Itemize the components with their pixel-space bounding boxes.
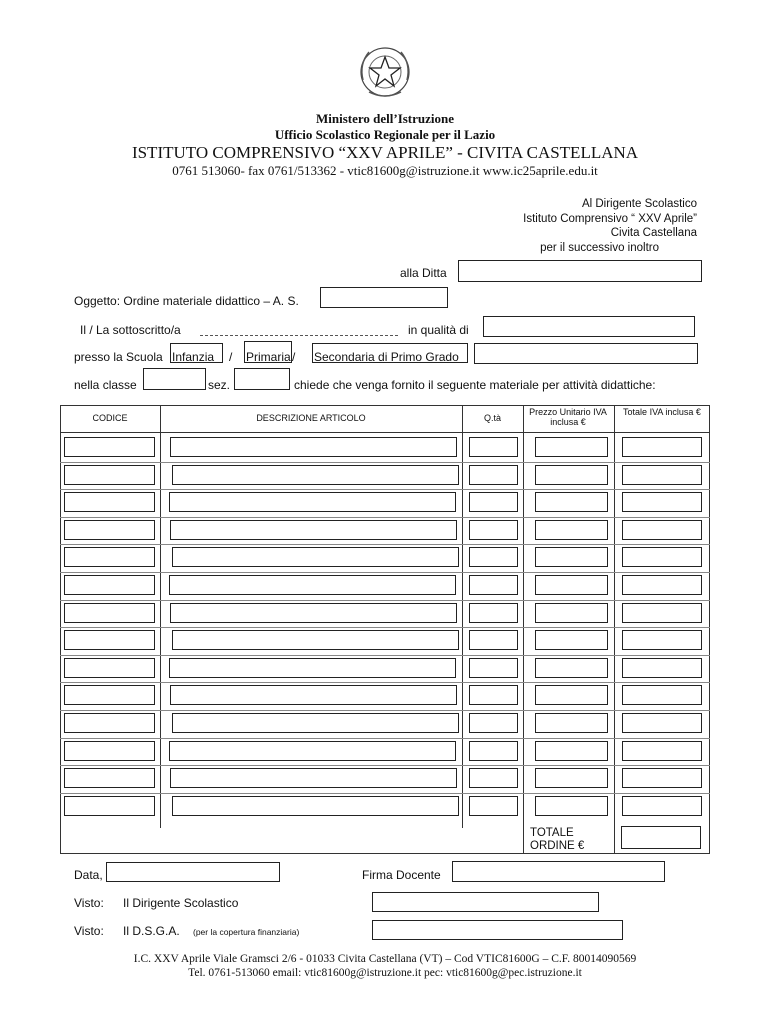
sez-field[interactable] <box>234 368 290 390</box>
school-title: ISTITUTO COMPRENSIVO “XXV APRILE” - CIVITA CASTELLANA <box>131 143 639 162</box>
totale-field[interactable] <box>622 547 702 567</box>
qta-field[interactable] <box>469 796 518 816</box>
row-divider <box>60 489 710 490</box>
totale-label <box>530 827 584 853</box>
qta-field[interactable] <box>469 492 518 512</box>
firma-field[interactable] <box>452 861 665 882</box>
qta-field[interactable] <box>469 630 518 650</box>
codice-field[interactable] <box>64 575 155 595</box>
codice-field[interactable] <box>64 437 155 457</box>
row-divider <box>60 517 710 518</box>
sez-label: sez. <box>208 378 231 392</box>
row-divider <box>60 710 710 711</box>
anno-scolastico-field[interactable] <box>320 287 448 308</box>
codice-field[interactable] <box>64 796 155 816</box>
prezzo-field[interactable] <box>535 768 608 788</box>
visto2-note: (per la copertura finanziaria) <box>193 927 300 937</box>
totale-field[interactable] <box>622 465 702 485</box>
descrizione-field[interactable] <box>172 465 459 485</box>
prezzo-field[interactable] <box>535 741 608 761</box>
prezzo-field[interactable] <box>535 492 608 512</box>
office-title: Ufficio Scolastico Regionale per il Lazio <box>274 127 496 142</box>
totale-field[interactable] <box>622 437 702 457</box>
prezzo-field[interactable] <box>535 520 608 540</box>
classe-label: nella classe <box>74 378 137 392</box>
visto2-label: Visto: <box>74 924 104 938</box>
qta-field[interactable] <box>469 685 518 705</box>
visto1-role: Il Dirigente Scolastico <box>123 896 239 910</box>
firma-label: Firma Docente <box>362 868 441 882</box>
classe-field[interactable] <box>143 368 206 390</box>
qta-field[interactable] <box>469 768 518 788</box>
descrizione-field[interactable] <box>170 437 457 457</box>
qta-field[interactable] <box>469 603 518 623</box>
richiesta-label: chiede che venga fornito il seguente materiale per attività didattiche: <box>294 378 656 392</box>
row-divider <box>60 682 710 683</box>
footer-line2: Tel. 0761-513060 email: vtic81600g@istruzione.it pec: vtic81600g@pec.istruzione.it <box>188 967 582 979</box>
prezzo-field[interactable] <box>535 437 608 457</box>
secondaria-label: Secondaria di Primo Grado <box>314 350 459 364</box>
codice-field[interactable] <box>64 603 155 623</box>
recipient-line1: Al Dirigente Scolastico <box>581 198 697 210</box>
prezzo-field[interactable] <box>535 658 608 678</box>
row-divider <box>60 462 710 463</box>
qta-field[interactable] <box>469 575 518 595</box>
row-divider <box>60 544 710 545</box>
descrizione-field[interactable] <box>172 547 459 567</box>
header-descrizione: DESCRIZIONE ARTICOLO <box>256 413 366 423</box>
totale-label-line2: ORDINE € <box>530 840 585 852</box>
school-contacts: 0761 513060- fax 0761/513362 - vtic81600g@istruzione.it www.ic25aprile.edu.it <box>172 163 598 178</box>
totale-ordine-field[interactable] <box>621 826 701 849</box>
totale-field[interactable] <box>622 713 702 733</box>
descrizione-field[interactable] <box>172 796 459 816</box>
scuola-label: presso la Scuola <box>74 350 163 364</box>
infanzia-label: Infanzia <box>172 350 215 364</box>
dsga-signature-field[interactable] <box>372 920 623 940</box>
data-label: Data, <box>74 868 103 882</box>
qta-field[interactable] <box>469 465 518 485</box>
prezzo-field[interactable] <box>535 630 608 650</box>
prezzo-field[interactable] <box>535 603 608 623</box>
codice-field[interactable] <box>64 741 155 761</box>
header-prezzo: Prezzo Unitario IVA inclusa € <box>529 407 607 427</box>
qta-field[interactable] <box>469 713 518 733</box>
row-divider <box>60 765 710 766</box>
recipient-line3: Civita Castellana <box>610 227 697 239</box>
col-divider-3 <box>523 405 524 854</box>
row-divider <box>60 738 710 739</box>
descrizione-field[interactable] <box>169 575 456 595</box>
oggetto-label: Oggetto: Ordine materiale didattico – A. S. <box>74 294 299 308</box>
prezzo-field[interactable] <box>535 713 608 733</box>
ministry-title: Ministero dell’Istruzione <box>315 111 455 126</box>
descrizione-field[interactable] <box>170 768 457 788</box>
slash-separator-2: / <box>292 350 296 364</box>
dirigente-signature-field[interactable] <box>372 892 599 912</box>
totale-field[interactable] <box>622 796 702 816</box>
slash-separator-1: / <box>229 350 233 364</box>
totale-field[interactable] <box>622 603 702 623</box>
codice-field[interactable] <box>64 713 155 733</box>
scuola-field[interactable] <box>474 343 698 364</box>
header-totale: Totale IVA inclusa € <box>623 407 701 417</box>
prezzo-field[interactable] <box>535 547 608 567</box>
totale-label-line1: TOTALE <box>530 827 574 839</box>
primaria-label: Primaria <box>246 350 291 364</box>
header-qta: Q.tà <box>483 413 501 423</box>
codice-field[interactable] <box>64 768 155 788</box>
row-divider <box>60 793 710 794</box>
sottoscritto-field[interactable] <box>200 335 398 336</box>
totale-field[interactable] <box>622 741 702 761</box>
qualita-label: in qualità di <box>408 323 469 337</box>
totale-field[interactable] <box>622 630 702 650</box>
prezzo-field[interactable] <box>535 685 608 705</box>
qta-field[interactable] <box>469 547 518 567</box>
totale-field[interactable] <box>622 520 702 540</box>
qta-field[interactable] <box>469 437 518 457</box>
col-divider-4 <box>614 405 615 854</box>
visto1-label: Visto: <box>74 896 104 910</box>
descrizione-field[interactable] <box>172 630 459 650</box>
descrizione-field[interactable] <box>170 685 457 705</box>
descrizione-field[interactable] <box>170 520 457 540</box>
prezzo-field[interactable] <box>535 465 608 485</box>
totale-field[interactable] <box>622 658 702 678</box>
codice-field[interactable] <box>64 658 155 678</box>
recipient-block <box>523 197 697 255</box>
codice-field[interactable] <box>64 685 155 705</box>
codice-field[interactable] <box>64 630 155 650</box>
descrizione-field[interactable] <box>172 713 459 733</box>
italian-republic-emblem-icon <box>355 42 415 102</box>
table-header-divider <box>60 432 710 433</box>
totale-field[interactable] <box>622 492 702 512</box>
row-divider <box>60 572 710 573</box>
codice-field[interactable] <box>64 520 155 540</box>
header-codice: CODICE <box>92 413 128 423</box>
sottoscritto-label: Il / La sottoscritto/a <box>80 323 181 337</box>
descrizione-field[interactable] <box>169 658 456 678</box>
prezzo-field[interactable] <box>535 575 608 595</box>
row-divider <box>60 600 710 601</box>
prezzo-field[interactable] <box>535 796 608 816</box>
codice-field[interactable] <box>64 547 155 567</box>
row-divider <box>60 627 710 628</box>
footer-line1: I.C. XXV Aprile Viale Gramsci 2/6 - 01033 Civita Castellana (VT) – Cod VTIC81600G – C.F. 80014090569 <box>133 953 637 965</box>
row-divider <box>60 655 710 656</box>
descrizione-field[interactable] <box>169 492 456 512</box>
qualita-field[interactable] <box>483 316 695 337</box>
visto2-role: Il D.S.G.A. <box>123 924 180 938</box>
recipient-line2: Istituto Comprensivo “ XXV Aprile” <box>523 212 697 225</box>
qta-field[interactable] <box>469 520 518 540</box>
totale-field[interactable] <box>622 575 702 595</box>
totale-field[interactable] <box>622 768 702 788</box>
descrizione-field[interactable] <box>170 603 457 623</box>
totale-field[interactable] <box>622 685 702 705</box>
codice-field[interactable] <box>64 492 155 512</box>
data-field[interactable] <box>106 862 280 882</box>
recipient-line4: per il successivo inoltro <box>540 241 659 254</box>
descrizione-field[interactable] <box>169 741 456 761</box>
ditta-label: alla Ditta <box>400 266 447 280</box>
codice-field[interactable] <box>64 465 155 485</box>
qta-field[interactable] <box>469 741 518 761</box>
qta-field[interactable] <box>469 658 518 678</box>
ditta-field[interactable] <box>458 260 702 282</box>
